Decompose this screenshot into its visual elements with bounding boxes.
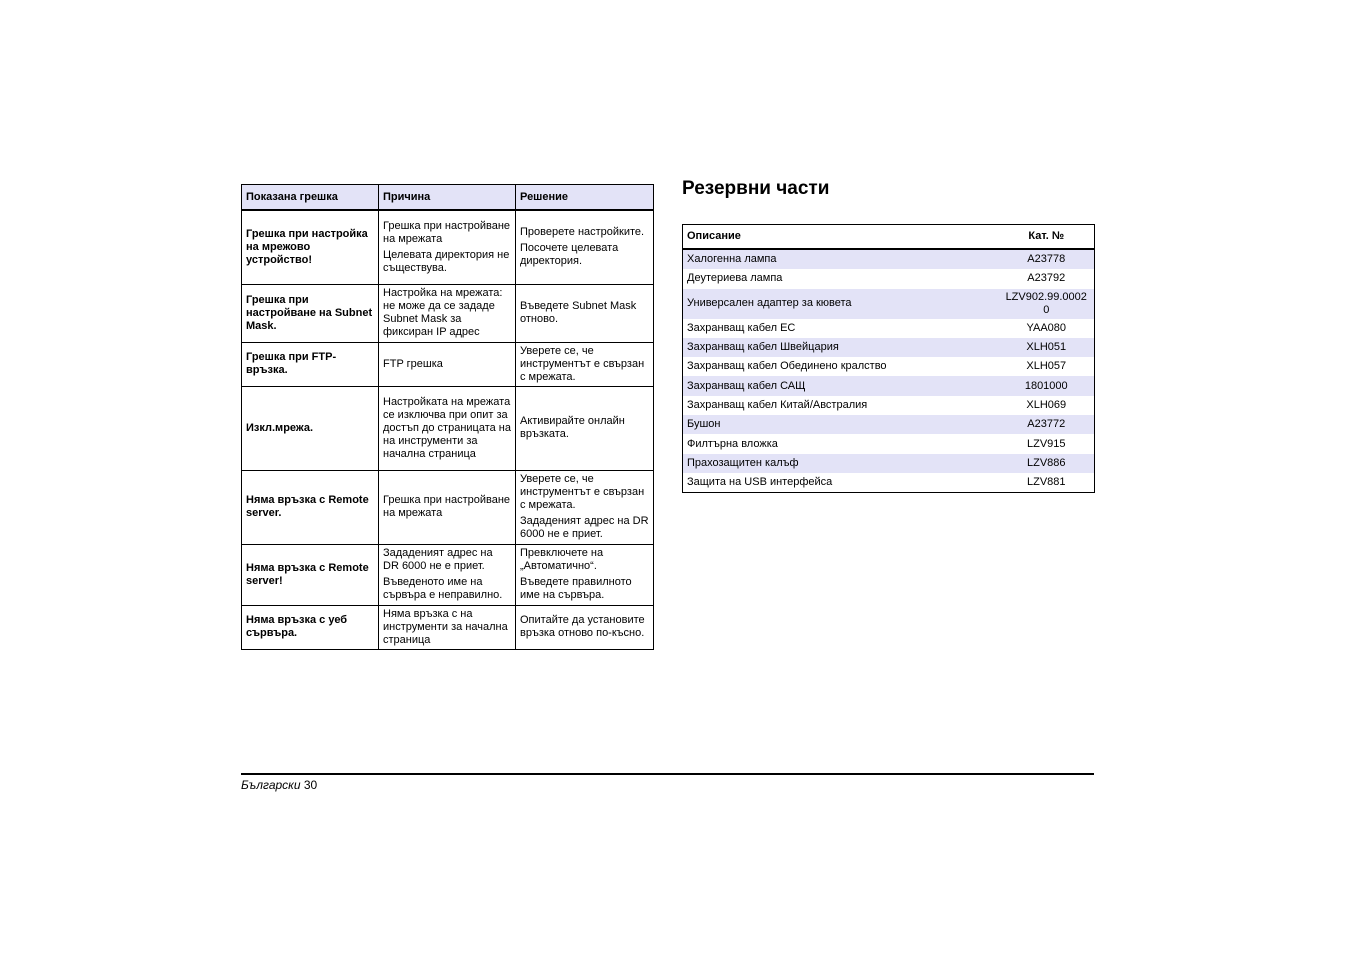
parts-table-header-row	[683, 225, 1095, 250]
table-row	[683, 376, 1095, 395]
page-footer	[241, 778, 317, 793]
cause-text: Настройка на мрежата: не може да се зададе Subnet Mask за фиксиран IP адрес	[383, 287, 503, 338]
part-catalog-number	[999, 289, 1095, 319]
error-table-header-row	[242, 185, 654, 211]
table-row	[242, 470, 654, 544]
table-row	[683, 454, 1095, 473]
cause-cell	[379, 210, 516, 284]
table-row	[242, 284, 654, 342]
part-description: Халогенна лампа	[683, 249, 999, 269]
header-solution: Решение	[516, 185, 654, 211]
table-row	[242, 605, 654, 649]
solution-cell	[516, 210, 654, 284]
part-description: Захранващ кабел Швейцария	[683, 338, 999, 357]
error-cell: Грешка при настройка на мрежово устройство!	[242, 210, 379, 284]
solution-cell	[516, 470, 654, 544]
table-row	[683, 289, 1095, 319]
error-table	[241, 184, 654, 650]
part-catalog-number: XLH057	[1026, 360, 1067, 373]
part-catalog-number: LZV886	[999, 454, 1095, 473]
solution-text: Зададеният адрес на DR 6000 не е приет.	[520, 515, 649, 540]
table-row	[242, 386, 654, 470]
error-cell: Няма връзка с уеб сървъра.	[242, 605, 379, 649]
part-catalog-number: LZV915	[1026, 437, 1066, 450]
part-description: Бушон	[683, 415, 999, 434]
table-row	[683, 319, 1095, 338]
solution-cell	[516, 605, 654, 649]
cause-text: Въведеното име на сървъра е неправилно.	[383, 576, 503, 601]
table-row	[683, 249, 1095, 269]
part-description: Захранващ кабел Обединено кралство	[687, 360, 887, 373]
solution-cell	[516, 386, 654, 470]
table-row	[242, 210, 654, 284]
part-description: Защита на USB интерфейса	[687, 476, 833, 489]
table-row	[683, 473, 1095, 493]
error-cell: Няма връзка с Remote server.	[242, 470, 379, 544]
part-catalog-number: A23778	[999, 249, 1095, 269]
error-cell: Грешка при FTP-връзка.	[242, 342, 379, 386]
part-catalog-number: XLH051	[999, 338, 1095, 357]
part-catalog-number: LZV881	[1026, 476, 1066, 489]
table-row	[683, 434, 1095, 453]
solution-text: Уверете се, че инструментът е свързан с мрежата.	[520, 473, 645, 511]
header-shown-error: Показана грешка	[242, 185, 379, 211]
footer-divider	[241, 773, 1094, 775]
table-row	[242, 544, 654, 605]
spare-parts-table	[682, 224, 1095, 493]
table-row	[683, 269, 1095, 288]
solution-text: Превключете на „Автоматично“.	[520, 547, 604, 572]
spare-parts-title: Резервни части	[682, 178, 830, 199]
page-number: 30	[303, 778, 318, 792]
solution-text: Въведете Subnet Mask отново.	[520, 300, 637, 325]
solution-cell	[516, 284, 654, 342]
solution-text: Посочете целевата директория.	[520, 242, 619, 268]
cause-cell	[379, 342, 516, 386]
solution-text: Въведете правилното име на сървъра.	[520, 576, 632, 601]
table-row	[683, 338, 1095, 357]
solution-text: Проверете настройките.	[520, 226, 645, 239]
catalog-number-text: LZV902.99.0002 0	[1005, 290, 1087, 316]
table-row	[683, 357, 1095, 376]
header-description: Описание	[683, 225, 999, 250]
part-description: Прахозащитен калъф	[683, 454, 999, 473]
part-catalog-number: 1801000	[999, 376, 1095, 395]
cause-text: Няма връзка с на инструменти за начална страница	[383, 607, 508, 646]
part-description: Захранващ кабел Китай/Австралия	[687, 398, 868, 411]
header-cause: Причина	[379, 185, 516, 211]
part-catalog-number: YAA080	[1026, 321, 1067, 334]
part-description: Захранващ кабел ЕС	[687, 321, 796, 334]
cause-cell	[379, 386, 516, 470]
cause-text: Настройката на мрежата се изключва при опит за достъп до страницата на на инструменти за начална страница	[383, 395, 512, 460]
table-row	[683, 396, 1095, 415]
part-description: Деутериева лампа	[687, 272, 783, 285]
part-catalog-number: A23792	[1027, 272, 1066, 285]
part-description: Универсален адаптер за кювета	[683, 289, 999, 319]
solution-text: Активирайте онлайн връзката.	[520, 415, 625, 440]
cause-cell	[379, 470, 516, 544]
cause-text: Зададеният адрес на DR 6000 не е приет.	[383, 547, 493, 572]
header-catalog-number: Кат. №	[999, 225, 1095, 250]
error-cell: Няма връзка с Remote server!	[242, 544, 379, 605]
cause-cell	[379, 605, 516, 649]
solution-cell	[516, 544, 654, 605]
part-description: Захранващ кабел САЩ	[683, 376, 999, 395]
cause-text: FTP грешка	[383, 357, 443, 370]
cause-text: Грешка при настройване на мрежата	[383, 494, 511, 519]
part-description: Филтърна вложка	[687, 437, 778, 450]
solution-text: Опитайте да установите връзка отново по-късно.	[520, 614, 645, 639]
cause-cell	[379, 284, 516, 342]
error-cell: Изкл.мрежа.	[242, 386, 379, 470]
part-catalog-number: XLH069	[1026, 398, 1067, 411]
part-catalog-number: A23772	[999, 415, 1095, 434]
table-row	[683, 415, 1095, 434]
error-cell: Грешка при настройване на Subnet Mask.	[242, 284, 379, 342]
cause-cell	[379, 544, 516, 605]
cause-text: Целевата директория не съществува.	[383, 248, 510, 274]
table-row	[242, 342, 654, 386]
solution-text: Уверете се, че инструментът е свързан с мрежата.	[520, 344, 645, 383]
solution-cell	[516, 342, 654, 386]
footer-language: Български	[241, 778, 301, 792]
cause-text: Грешка при настройване на мрежата	[383, 219, 511, 245]
